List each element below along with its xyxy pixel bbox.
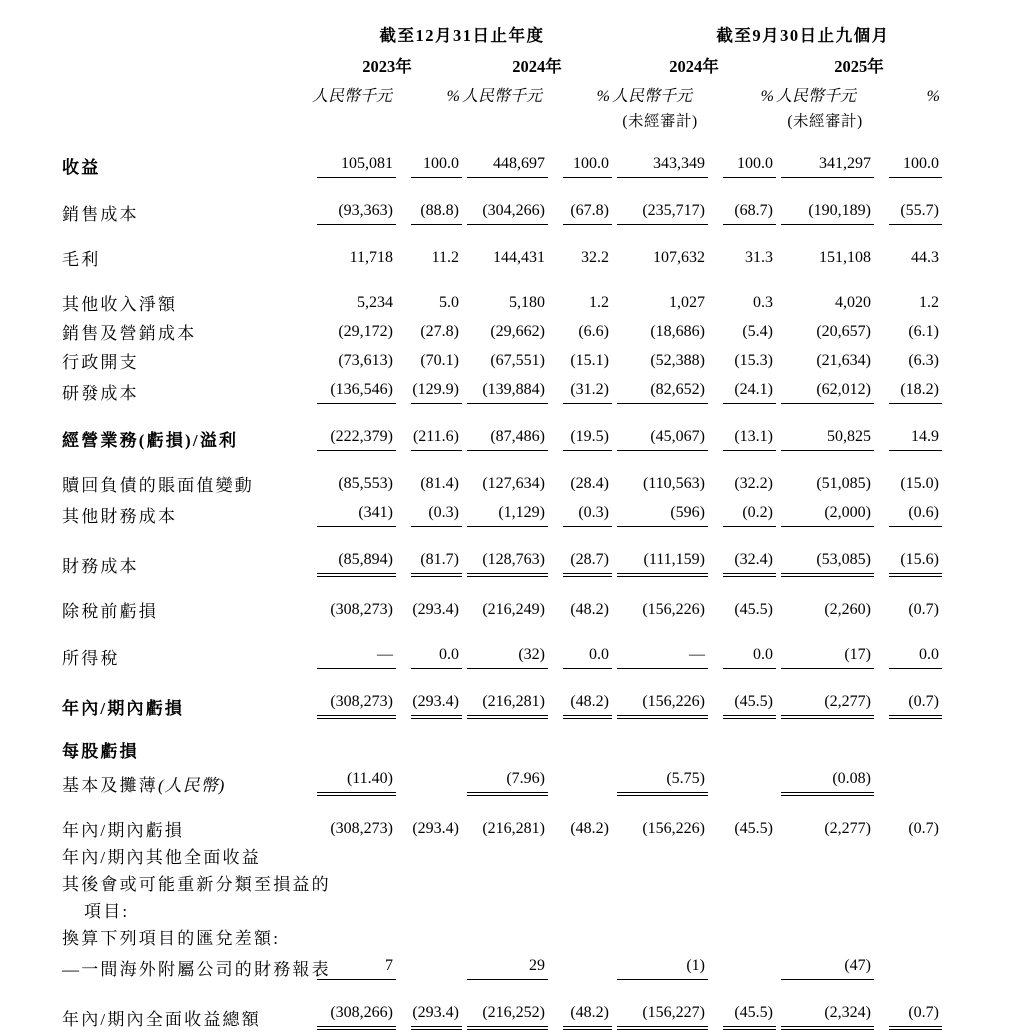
pct-cell xyxy=(708,949,776,980)
pct-cell xyxy=(548,895,612,922)
value-cell: — xyxy=(312,622,396,669)
value-cell: (2,260) xyxy=(824,601,871,618)
pct-cell: 0.0 xyxy=(874,622,942,669)
pct-cell xyxy=(396,922,462,949)
pct-cell: (293.4) xyxy=(396,669,462,719)
value-cell: (139,884) xyxy=(462,373,548,404)
pct-label: % xyxy=(760,88,774,105)
row-label: 收益 xyxy=(62,158,101,177)
table-row xyxy=(62,622,942,669)
pct-cell: (70.1) xyxy=(420,352,459,369)
unit-label: 人民幣千元 xyxy=(462,88,543,105)
pct-cell xyxy=(708,719,776,762)
table-row xyxy=(62,841,942,868)
pct-cell: (81.7) xyxy=(396,527,462,577)
pct-cell: 100.0 xyxy=(396,131,462,178)
pct-cell: 1.2 xyxy=(589,294,609,311)
pct-cell: (45.5) xyxy=(734,820,773,837)
pct-cell: (31.2) xyxy=(548,373,612,404)
pct-cell: (67.8) xyxy=(548,178,612,225)
pct-cell: (19.5) xyxy=(548,404,612,451)
value-cell: 151,108 xyxy=(819,249,871,266)
table-row xyxy=(62,762,942,796)
value-cell: (67,551) xyxy=(490,352,545,369)
pct-label: % xyxy=(596,88,610,105)
pct-cell: 5.0 xyxy=(439,294,459,311)
row-label: 財務成本 xyxy=(62,557,139,576)
pct-cell xyxy=(548,949,612,980)
unaudited-label: (未經審計) xyxy=(787,113,863,130)
pct-cell: (28.4) xyxy=(570,475,609,492)
value-cell: (156,226) xyxy=(642,820,705,837)
value-cell: (136,546) xyxy=(312,373,396,404)
pct-cell: (24.1) xyxy=(708,373,776,404)
value-cell xyxy=(612,719,708,762)
value-cell: 5,180 xyxy=(509,294,545,311)
value-cell: (128,763) xyxy=(462,527,548,577)
value-cell: (2,277) xyxy=(824,820,871,837)
value-cell: (308,273) xyxy=(330,601,393,618)
value-cell xyxy=(612,841,708,868)
table-row xyxy=(62,868,942,895)
value-cell: (190,189) xyxy=(776,178,874,225)
pct-cell: (88.8) xyxy=(396,178,462,225)
pct-cell: (45.5) xyxy=(708,669,776,719)
value-cell: (11.40) xyxy=(312,762,396,796)
value-cell: (82,652) xyxy=(612,373,708,404)
value-cell: (2,277) xyxy=(776,669,874,719)
table-row xyxy=(62,949,942,980)
period-group-annual: 截至12月31日止年度 xyxy=(379,26,545,45)
row-label: 贖回負債的賬面值變動 xyxy=(62,476,254,495)
pct-cell: (81.4) xyxy=(420,475,459,492)
value-cell: (51,085) xyxy=(816,475,871,492)
pct-cell: (0.7) xyxy=(874,980,942,1030)
pct-cell: (68.7) xyxy=(708,178,776,225)
financial-table-body xyxy=(62,131,942,1030)
year-2025-9m: 2025年 xyxy=(834,57,884,76)
pct-cell: (48.2) xyxy=(570,601,609,618)
pct-cell: (5.4) xyxy=(742,323,773,340)
pct-cell xyxy=(874,841,942,868)
value-cell: 144,431 xyxy=(493,249,545,266)
pct-cell: 0.0 xyxy=(396,622,462,669)
value-cell xyxy=(776,868,874,895)
pct-cell xyxy=(396,949,462,980)
pct-cell xyxy=(396,841,462,868)
pct-cell: (0.7) xyxy=(908,601,939,618)
row-label: —一間海外附屬公司的財務報表 xyxy=(62,960,331,979)
pct-cell xyxy=(708,762,776,796)
pct-cell: (0.7) xyxy=(908,820,939,837)
value-cell: (45,067) xyxy=(612,404,708,451)
value-cell: — xyxy=(612,622,708,669)
row-label: 除稅前虧損 xyxy=(62,602,158,621)
table-row xyxy=(62,719,942,762)
row-label: 銷售及營銷成本 xyxy=(62,324,197,343)
pct-cell xyxy=(708,922,776,949)
table-row xyxy=(62,796,942,841)
pct-label: % xyxy=(926,88,940,105)
value-cell: 7 xyxy=(312,949,396,980)
header-period-row xyxy=(62,16,942,46)
pct-cell xyxy=(874,895,942,922)
value-cell: (5.75) xyxy=(612,762,708,796)
value-cell xyxy=(312,841,396,868)
row-label: 其後會或可能重新分類至損益的 xyxy=(62,875,331,894)
pct-cell: (55.7) xyxy=(874,178,942,225)
value-cell xyxy=(612,895,708,922)
pct-cell: 11.2 xyxy=(431,249,459,266)
value-cell: (85,553) xyxy=(338,475,393,492)
pct-cell: (28.7) xyxy=(548,527,612,577)
row-label: 年內/期內其他全面收益 xyxy=(62,848,261,867)
pct-cell: 100.0 xyxy=(548,131,612,178)
row-label: 其他收入淨額 xyxy=(62,295,178,314)
value-cell: 105,081 xyxy=(312,131,396,178)
pct-cell: (129.9) xyxy=(396,373,462,404)
value-cell: (17) xyxy=(776,622,874,669)
value-cell: (2,000) xyxy=(776,496,874,527)
value-cell: (29,662) xyxy=(490,323,545,340)
value-cell: (32) xyxy=(462,622,548,669)
value-cell xyxy=(776,719,874,762)
pct-cell: 14.9 xyxy=(874,404,942,451)
table-row xyxy=(62,669,942,719)
value-cell: (62,012) xyxy=(776,373,874,404)
value-cell: (20,657) xyxy=(816,323,871,340)
value-cell: (596) xyxy=(612,496,708,527)
unit-label: 人民幣千元 xyxy=(612,88,693,105)
table-row xyxy=(62,922,942,949)
value-cell xyxy=(776,895,874,922)
table-row xyxy=(62,270,942,315)
pct-cell: (6.3) xyxy=(908,352,939,369)
value-cell: 4,020 xyxy=(835,294,871,311)
table-row xyxy=(62,315,942,344)
row-label: 毛利 xyxy=(62,250,101,269)
pct-cell: 100.0 xyxy=(874,131,942,178)
value-cell xyxy=(462,895,548,922)
value-cell: (53,085) xyxy=(776,527,874,577)
value-cell: (156,226) xyxy=(642,601,705,618)
pct-cell: (0.6) xyxy=(874,496,942,527)
value-cell: (156,227) xyxy=(612,980,708,1030)
value-cell: (47) xyxy=(776,949,874,980)
pct-cell: (45.5) xyxy=(708,980,776,1030)
year-2024: 2024年 xyxy=(512,57,562,76)
value-cell xyxy=(462,841,548,868)
pct-cell: (6.1) xyxy=(908,323,939,340)
value-cell: (29,172) xyxy=(338,323,393,340)
row-label-italic: (人民幣) xyxy=(158,776,226,795)
header-year-row xyxy=(62,46,942,77)
pct-cell: 31.3 xyxy=(745,249,773,266)
table-row xyxy=(62,451,942,496)
value-cell: (308,273) xyxy=(312,669,396,719)
value-cell: 343,349 xyxy=(612,131,708,178)
value-cell xyxy=(312,719,396,762)
value-cell xyxy=(612,922,708,949)
value-cell: (235,717) xyxy=(612,178,708,225)
value-cell: (111,159) xyxy=(612,527,708,577)
income-statement-table xyxy=(62,16,942,1030)
pct-cell: (211.6) xyxy=(396,404,462,451)
value-cell xyxy=(312,895,396,922)
pct-cell xyxy=(548,841,612,868)
table-row xyxy=(62,178,942,225)
unit-label: 人民幣千元 xyxy=(312,88,393,105)
header-unaudited-row xyxy=(62,106,942,131)
row-label: 年內/期內全面收益總額 xyxy=(62,1010,261,1029)
period-group-nine-months: 截至9月30日止九個月 xyxy=(716,26,890,45)
row-label: 項目: xyxy=(84,902,130,921)
pct-cell xyxy=(708,895,776,922)
value-cell: (18,686) xyxy=(650,323,705,340)
pct-cell: 0.3 xyxy=(753,294,773,311)
pct-cell: (48.2) xyxy=(548,669,612,719)
pct-cell xyxy=(396,895,462,922)
pct-cell xyxy=(708,868,776,895)
pct-cell: 32.2 xyxy=(581,249,609,266)
table-row xyxy=(62,404,942,451)
pct-cell: 0.0 xyxy=(708,622,776,669)
row-label: 換算下列項目的匯兌差額: xyxy=(62,929,281,948)
value-cell: (222,379) xyxy=(312,404,396,451)
value-cell xyxy=(462,868,548,895)
pct-cell xyxy=(548,922,612,949)
pct-cell: (45.5) xyxy=(734,601,773,618)
pct-cell: 0.0 xyxy=(548,622,612,669)
pct-cell xyxy=(874,868,942,895)
value-cell: (0.08) xyxy=(776,762,874,796)
table-row xyxy=(62,373,942,404)
unaudited-label: (未經審計) xyxy=(622,113,698,130)
year-2024-9m: 2024年 xyxy=(669,57,719,76)
value-cell: 29 xyxy=(462,949,548,980)
pct-cell: (15.3) xyxy=(734,352,773,369)
value-cell: (1) xyxy=(612,949,708,980)
value-cell: (73,613) xyxy=(338,352,393,369)
table-row xyxy=(62,980,942,1030)
pct-cell: (15.1) xyxy=(570,352,609,369)
value-cell: (341) xyxy=(312,496,396,527)
pct-cell: 1.2 xyxy=(919,294,939,311)
pct-cell: (293.4) xyxy=(412,601,459,618)
value-cell: (52,388) xyxy=(650,352,705,369)
pct-cell xyxy=(874,949,942,980)
value-cell: (127,634) xyxy=(482,475,545,492)
unit-label: 人民幣千元 xyxy=(776,88,857,105)
value-cell: 341,297 xyxy=(776,131,874,178)
pct-cell: (0.3) xyxy=(548,496,612,527)
pct-cell xyxy=(396,719,462,762)
value-cell: 11,718 xyxy=(349,249,393,266)
table-row xyxy=(62,496,942,527)
row-label: 基本及攤薄(人民幣) xyxy=(62,776,226,795)
value-cell xyxy=(462,719,548,762)
value-cell: (216,281) xyxy=(462,669,548,719)
row-label: 年內/期內虧損 xyxy=(62,699,185,718)
value-cell: (216,249) xyxy=(482,601,545,618)
pct-cell: (32.4) xyxy=(708,527,776,577)
pct-cell: (0.2) xyxy=(708,496,776,527)
value-cell: 1,027 xyxy=(669,294,705,311)
pct-cell: (32.2) xyxy=(734,475,773,492)
value-cell: (308,266) xyxy=(312,980,396,1030)
pct-cell: (27.8) xyxy=(420,323,459,340)
pct-cell: 44.3 xyxy=(911,249,939,266)
table-row xyxy=(62,577,942,622)
pct-cell: (13.1) xyxy=(708,404,776,451)
value-cell: (1,129) xyxy=(462,496,548,527)
pct-cell xyxy=(874,719,942,762)
pct-cell: (48.2) xyxy=(570,820,609,837)
row-label: 行政開支 xyxy=(62,353,139,372)
pct-cell: (18.2) xyxy=(874,373,942,404)
value-cell: (2,324) xyxy=(776,980,874,1030)
pct-cell xyxy=(874,762,942,796)
row-label: 銷售成本 xyxy=(62,205,139,224)
pct-cell: (15.0) xyxy=(900,475,939,492)
pct-cell xyxy=(874,922,942,949)
value-cell xyxy=(612,868,708,895)
value-cell: (93,363) xyxy=(312,178,396,225)
pct-cell xyxy=(548,762,612,796)
value-cell: (308,273) xyxy=(330,820,393,837)
pct-cell: (15.6) xyxy=(874,527,942,577)
row-label: 年內/期內虧損 xyxy=(62,821,185,840)
pct-cell: (48.2) xyxy=(548,980,612,1030)
value-cell xyxy=(776,922,874,949)
value-cell: 5,234 xyxy=(357,294,393,311)
row-label: 所得稅 xyxy=(62,649,120,668)
header-unit-row xyxy=(62,77,942,106)
value-cell xyxy=(776,841,874,868)
pct-label: % xyxy=(446,88,460,105)
value-cell xyxy=(462,922,548,949)
value-cell xyxy=(312,922,396,949)
table-row xyxy=(62,225,942,270)
row-label: 每股虧損 xyxy=(62,742,139,761)
pct-cell xyxy=(548,719,612,762)
pct-cell: (0.7) xyxy=(874,669,942,719)
value-cell: (87,486) xyxy=(462,404,548,451)
year-2023: 2023年 xyxy=(362,57,412,76)
value-cell: (7.96) xyxy=(462,762,548,796)
pct-cell: (293.4) xyxy=(396,980,462,1030)
value-cell: (216,281) xyxy=(482,820,545,837)
value-cell: (304,266) xyxy=(462,178,548,225)
value-cell: (110,563) xyxy=(642,475,705,492)
table-row xyxy=(62,527,942,577)
pct-cell: (293.4) xyxy=(412,820,459,837)
pct-cell xyxy=(396,868,462,895)
pct-cell xyxy=(708,841,776,868)
pct-cell: 100.0 xyxy=(708,131,776,178)
table-row xyxy=(62,131,942,178)
table-row xyxy=(62,344,942,373)
value-cell: (85,894) xyxy=(312,527,396,577)
value-cell: 448,697 xyxy=(462,131,548,178)
value-cell: (156,226) xyxy=(612,669,708,719)
value-cell: 50,825 xyxy=(776,404,874,451)
value-cell: 107,632 xyxy=(653,249,705,266)
pct-cell: (6.6) xyxy=(578,323,609,340)
pct-cell xyxy=(396,762,462,796)
pct-cell: (0.3) xyxy=(396,496,462,527)
value-cell: (216,252) xyxy=(462,980,548,1030)
row-label: 經營業務(虧損)/溢利 xyxy=(62,431,239,450)
table-row xyxy=(62,895,942,922)
pct-cell xyxy=(548,868,612,895)
row-label: 研發成本 xyxy=(62,384,139,403)
row-label: 其他財務成本 xyxy=(62,507,178,526)
value-cell: (21,634) xyxy=(816,352,871,369)
